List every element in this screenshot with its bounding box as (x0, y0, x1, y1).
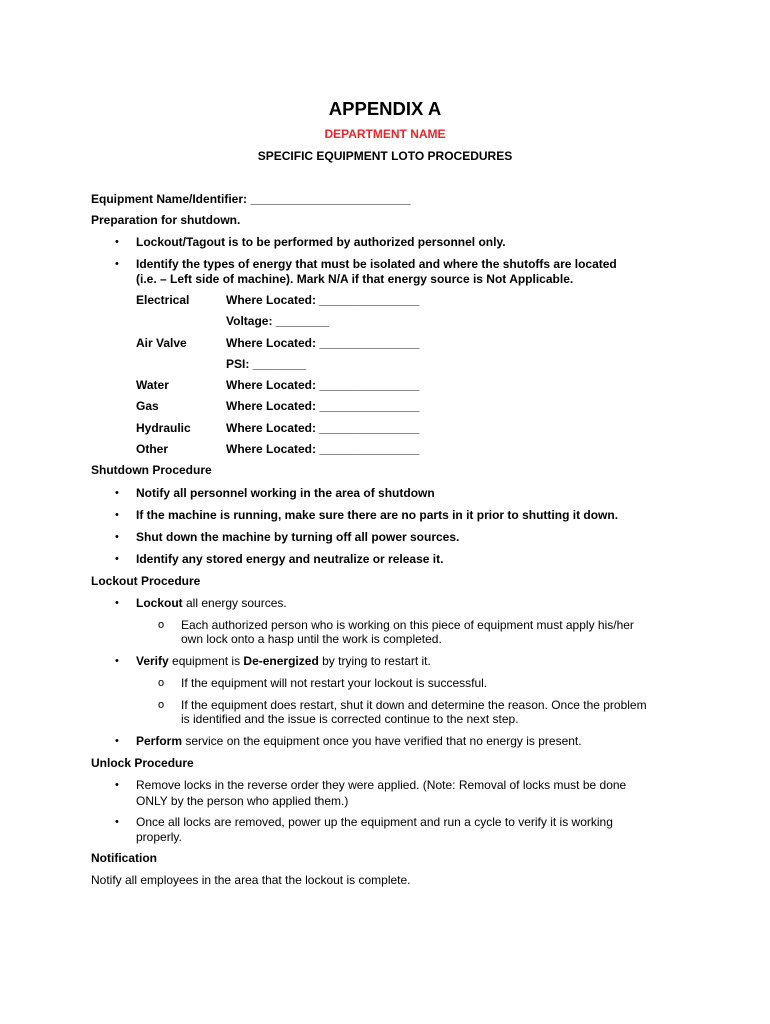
notification-heading: Notification (91, 851, 157, 865)
unlock-heading: Unlock Procedure (91, 756, 194, 770)
lockout-bullet-2-mid: equipment is (168, 654, 244, 668)
lockout-bullet-2-rest: by trying to restart it. (318, 654, 431, 668)
verify-keyword: Verify (136, 654, 169, 668)
lockout-sub-2b-line2: is identified and the issue is corrected continue to the next step. (181, 712, 519, 726)
energy-other-label: Other (136, 442, 169, 456)
preparation-bullet-1: Lockout/Tagout is to be performed by authorized personnel only. (136, 235, 506, 249)
de-energized-keyword: De-energized (243, 654, 319, 668)
bullet-icon: • (115, 258, 119, 270)
energy-air-valve-label: Air Valve (136, 336, 187, 350)
air-valve-psi: PSI: ________ (226, 357, 307, 371)
unlock-bullet-1-line1: Remove locks in the reverse order they were applied. (Note: Removal of locks must be done (136, 778, 627, 792)
circle-bullet-icon: o (158, 677, 165, 689)
bullet-icon: • (115, 487, 119, 499)
gas-where-located: Where Located: _______________ (226, 399, 420, 413)
lockout-keyword: Lockout (136, 596, 183, 610)
notification-text: Notify all employees in the area that the lockout is complete. (91, 873, 411, 887)
bullet-icon: • (115, 553, 119, 565)
page-title: APPENDIX A (328, 98, 442, 119)
energy-hydraulic-label: Hydraulic (136, 421, 191, 435)
preparation-heading: Preparation for shutdown. (91, 213, 241, 227)
lockout-bullet-2 (136, 654, 431, 669)
shutdown-item-4: Identify any stored energy and neutralize or release it. (136, 552, 444, 566)
bullet-icon: • (115, 597, 119, 609)
bullet-icon: • (115, 655, 119, 667)
equipment-identifier-label: Equipment Name/Identifier: (91, 192, 248, 206)
circle-bullet-icon: o (158, 699, 165, 711)
bullet-icon: • (115, 816, 119, 828)
bullet-icon: • (115, 531, 119, 543)
unlock-bullet-2-line2: properly. (136, 830, 182, 844)
bullet-icon: • (115, 779, 119, 791)
equipment-identifier-line (91, 192, 411, 207)
lockout-bullet-3 (136, 734, 582, 749)
lockout-heading: Lockout Procedure (91, 574, 201, 588)
shutdown-heading: Shutdown Procedure (91, 463, 212, 477)
energy-electrical-label: Electrical (136, 293, 190, 307)
preparation-bullet-2-line2: (i.e. – Left side of machine). Mark N/A if that energy source is Not Applicable. (136, 272, 574, 286)
air-valve-where-located: Where Located: _______________ (226, 336, 420, 350)
shutdown-item-2: If the machine is running, make sure there are no parts in it prior to shutting it down. (136, 508, 619, 522)
hydraulic-where-located: Where Located: _______________ (226, 421, 420, 435)
water-where-located: Where Located: _______________ (226, 378, 420, 392)
preparation-bullet-2-line1: Identify the types of energy that must be isolated and where the shutoffs are located (136, 257, 617, 271)
unlock-bullet-1-line2: ONLY by the person who applied them.) (136, 794, 349, 808)
shutdown-item-3: Shut down the machine by turning off all power sources. (136, 530, 460, 544)
lockout-sub-2a: If the equipment will not restart your lockout is successful. (181, 676, 488, 690)
electrical-voltage: Voltage: ________ (226, 314, 330, 328)
equipment-identifier-blank: ________________________ (250, 192, 411, 206)
energy-gas-label: Gas (136, 399, 159, 413)
unlock-bullet-2-line1: Once all locks are removed, power up the equipment and run a cycle to verify it is working (136, 815, 613, 829)
lockout-sub-1-line1: Each authorized person who is working on this piece of equipment must apply his/her (181, 618, 634, 632)
department-name: DEPARTMENT NAME (324, 127, 446, 141)
lockout-bullet-3-rest: service on the equipment once you have verified that no energy is present. (182, 734, 582, 748)
bullet-icon: • (115, 509, 119, 521)
lockout-bullet-1-rest: all energy sources. (182, 596, 287, 610)
page-subtitle: SPECIFIC EQUIPMENT LOTO PROCEDURES (257, 149, 513, 163)
electrical-where-located: Where Located: _______________ (226, 293, 420, 307)
lockout-bullet-1 (136, 596, 287, 611)
energy-water-label: Water (136, 378, 169, 392)
shutdown-item-1: Notify all personnel working in the area of shutdown (136, 486, 435, 500)
perform-keyword: Perform (136, 734, 183, 748)
circle-bullet-icon: o (158, 619, 165, 631)
lockout-sub-1-line2: own lock onto a hasp until the work is completed. (181, 632, 442, 646)
lockout-sub-2b-line1: If the equipment does restart, shut it down and determine the reason. Once the problem (181, 698, 647, 712)
bullet-icon: • (115, 735, 119, 747)
bullet-icon: • (115, 236, 119, 248)
other-where-located: Where Located: _______________ (226, 442, 420, 456)
